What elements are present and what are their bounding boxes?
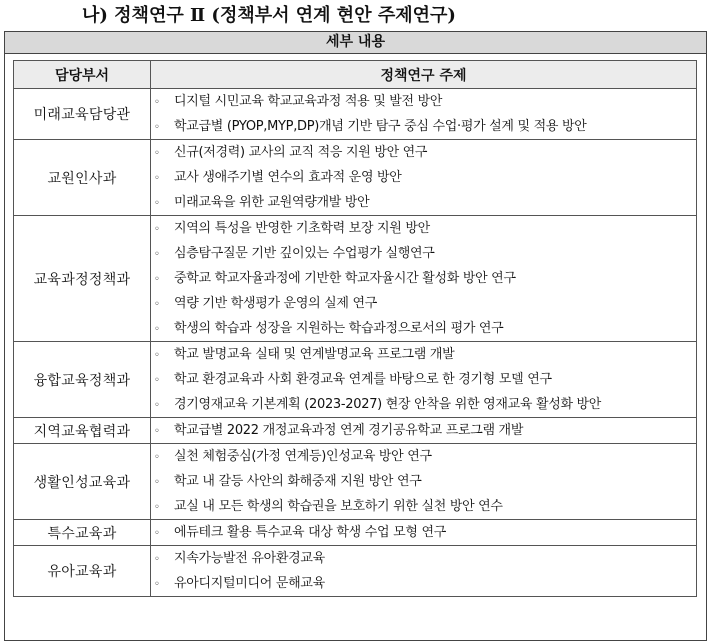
- topic-text: 디지털 시민교육 학교교육과정 적용 및 발전 방안: [174, 94, 443, 109]
- detail-box-title: 세부 내용: [5, 32, 706, 54]
- topic-text: 미래교육을 위한 교원역량개발 방안: [174, 195, 370, 210]
- topic-item: [151, 316, 696, 341]
- dept-cell: 미래교육담당관: [14, 89, 151, 140]
- table-row: [14, 520, 697, 546]
- bullet-icon: ◦: [154, 375, 160, 386]
- bullet-icon: ◦: [154, 198, 160, 209]
- bullet-icon: ◦: [154, 224, 160, 235]
- table-row: [14, 140, 697, 216]
- bullet-icon: ◦: [154, 122, 160, 133]
- topic-text: 실천 체험중심(가정 연계등)인성교육 방안 연구: [174, 449, 432, 464]
- topics-cell: [151, 342, 697, 418]
- table-row: [14, 216, 697, 342]
- topic-item: [151, 89, 696, 114]
- topic-item: [151, 392, 696, 417]
- topic-item: [151, 520, 696, 545]
- table-row: [14, 418, 697, 444]
- table-header-row: [14, 61, 697, 89]
- bullet-icon: ◦: [154, 452, 160, 463]
- table-row: [14, 546, 697, 597]
- topic-item: [151, 165, 696, 190]
- topics-cell: [151, 89, 697, 140]
- bullet-icon: ◦: [154, 299, 160, 310]
- topic-text: 심층탐구질문 기반 깊이있는 수업평가 실행연구: [174, 246, 435, 261]
- table-body: [14, 89, 697, 597]
- topic-text: 에듀테크 활용 특수교육 대상 학생 수업 모형 연구: [174, 525, 446, 540]
- topics-cell: [151, 418, 697, 444]
- bullet-icon: ◦: [154, 97, 160, 108]
- dept-cell: 특수교육과: [14, 520, 151, 546]
- topic-text: 중학교 학교자율과정에 기반한 학교자율시간 활성화 방안 연구: [174, 271, 516, 286]
- bullet-icon: ◦: [154, 502, 160, 513]
- dept-cell: 교육과정정책과: [14, 216, 151, 342]
- topics-cell: [151, 546, 697, 597]
- bullet-icon: ◦: [154, 148, 160, 159]
- topic-text: 학생의 학습과 성장을 지원하는 학습과정으로서의 평가 연구: [174, 321, 504, 336]
- bullet-icon: ◦: [154, 173, 160, 184]
- bullet-icon: ◦: [154, 579, 160, 590]
- topics-cell: [151, 444, 697, 520]
- topic-text: 학교 내 갈등 사안의 화해중재 지원 방안 연구: [174, 474, 422, 489]
- header-topic: 정책연구 주제: [151, 61, 697, 89]
- table-row: [14, 89, 697, 140]
- topic-item: [151, 444, 696, 469]
- dept-cell: 교원인사과: [14, 140, 151, 216]
- topic-text: 학교 환경교육과 사회 환경교육 연계를 바탕으로 한 경기형 모델 연구: [174, 372, 552, 387]
- bullet-icon: ◦: [154, 426, 160, 437]
- topic-text: 지속가능발전 유아환경교육: [174, 551, 325, 566]
- topic-item: [151, 571, 696, 596]
- topic-text: 학교 발명교육 실태 및 연계발명교육 프로그램 개발: [174, 347, 455, 362]
- topics-cell: [151, 216, 697, 342]
- bullet-icon: ◦: [154, 350, 160, 361]
- topic-text: 학교급별 2022 개정교육과정 연계 경기공유학교 프로그램 개발: [174, 423, 524, 438]
- topic-item: [151, 140, 696, 165]
- bullet-icon: ◦: [154, 249, 160, 260]
- table-row: [14, 342, 697, 418]
- bullet-icon: ◦: [154, 400, 160, 411]
- topic-text: 경기영재교육 기본계획 (2023-2027) 현장 안착을 위한 영재교육 활성화 방안: [174, 397, 602, 412]
- topics-cell: [151, 520, 697, 546]
- topic-item: [151, 241, 696, 266]
- topic-item: [151, 114, 696, 139]
- bullet-icon: ◦: [154, 274, 160, 285]
- topic-text: 유아디지털미디어 문해교육: [174, 576, 325, 591]
- topic-item: [151, 418, 696, 443]
- topic-item: [151, 469, 696, 494]
- topic-item: [151, 342, 696, 367]
- bullet-icon: ◦: [154, 528, 160, 539]
- topic-item: [151, 494, 696, 519]
- section-heading: 나) 정책연구 Ⅱ (정책부서 연계 현안 주제연구): [82, 5, 456, 26]
- topic-text: 지역의 특성을 반영한 기초학력 보장 지원 방안: [174, 221, 430, 236]
- header-dept: 담당부서: [14, 61, 151, 89]
- topics-cell: [151, 140, 697, 216]
- topic-item: [151, 216, 696, 241]
- topic-item: [151, 546, 696, 571]
- policy-research-table: [13, 60, 697, 597]
- dept-cell: 유아교육과: [14, 546, 151, 597]
- topic-text: 신규(저경력) 교사의 교직 적응 지원 방안 연구: [174, 145, 428, 160]
- topic-item: [151, 266, 696, 291]
- bullet-icon: ◦: [154, 477, 160, 488]
- dept-cell: 생활인성교육과: [14, 444, 151, 520]
- dept-cell: 융합교육정책과: [14, 342, 151, 418]
- topic-text: 학교급별 (PYOP,MYP,DP)개념 기반 탐구 중심 수업·평가 설계 및 적용 방안: [174, 119, 587, 134]
- table-row: [14, 444, 697, 520]
- dept-cell: 지역교육협력과: [14, 418, 151, 444]
- topic-item: [151, 367, 696, 392]
- topic-text: 교실 내 모든 학생의 학습권을 보호하기 위한 실천 방안 연수: [174, 499, 503, 514]
- bullet-icon: ◦: [154, 324, 160, 335]
- topic-item: [151, 291, 696, 316]
- topic-text: 역량 기반 학생평가 운영의 실제 연구: [174, 296, 378, 311]
- topic-item: [151, 190, 696, 215]
- bullet-icon: ◦: [154, 554, 160, 565]
- topic-text: 교사 생애주기별 연수의 효과적 운영 방안: [174, 170, 402, 185]
